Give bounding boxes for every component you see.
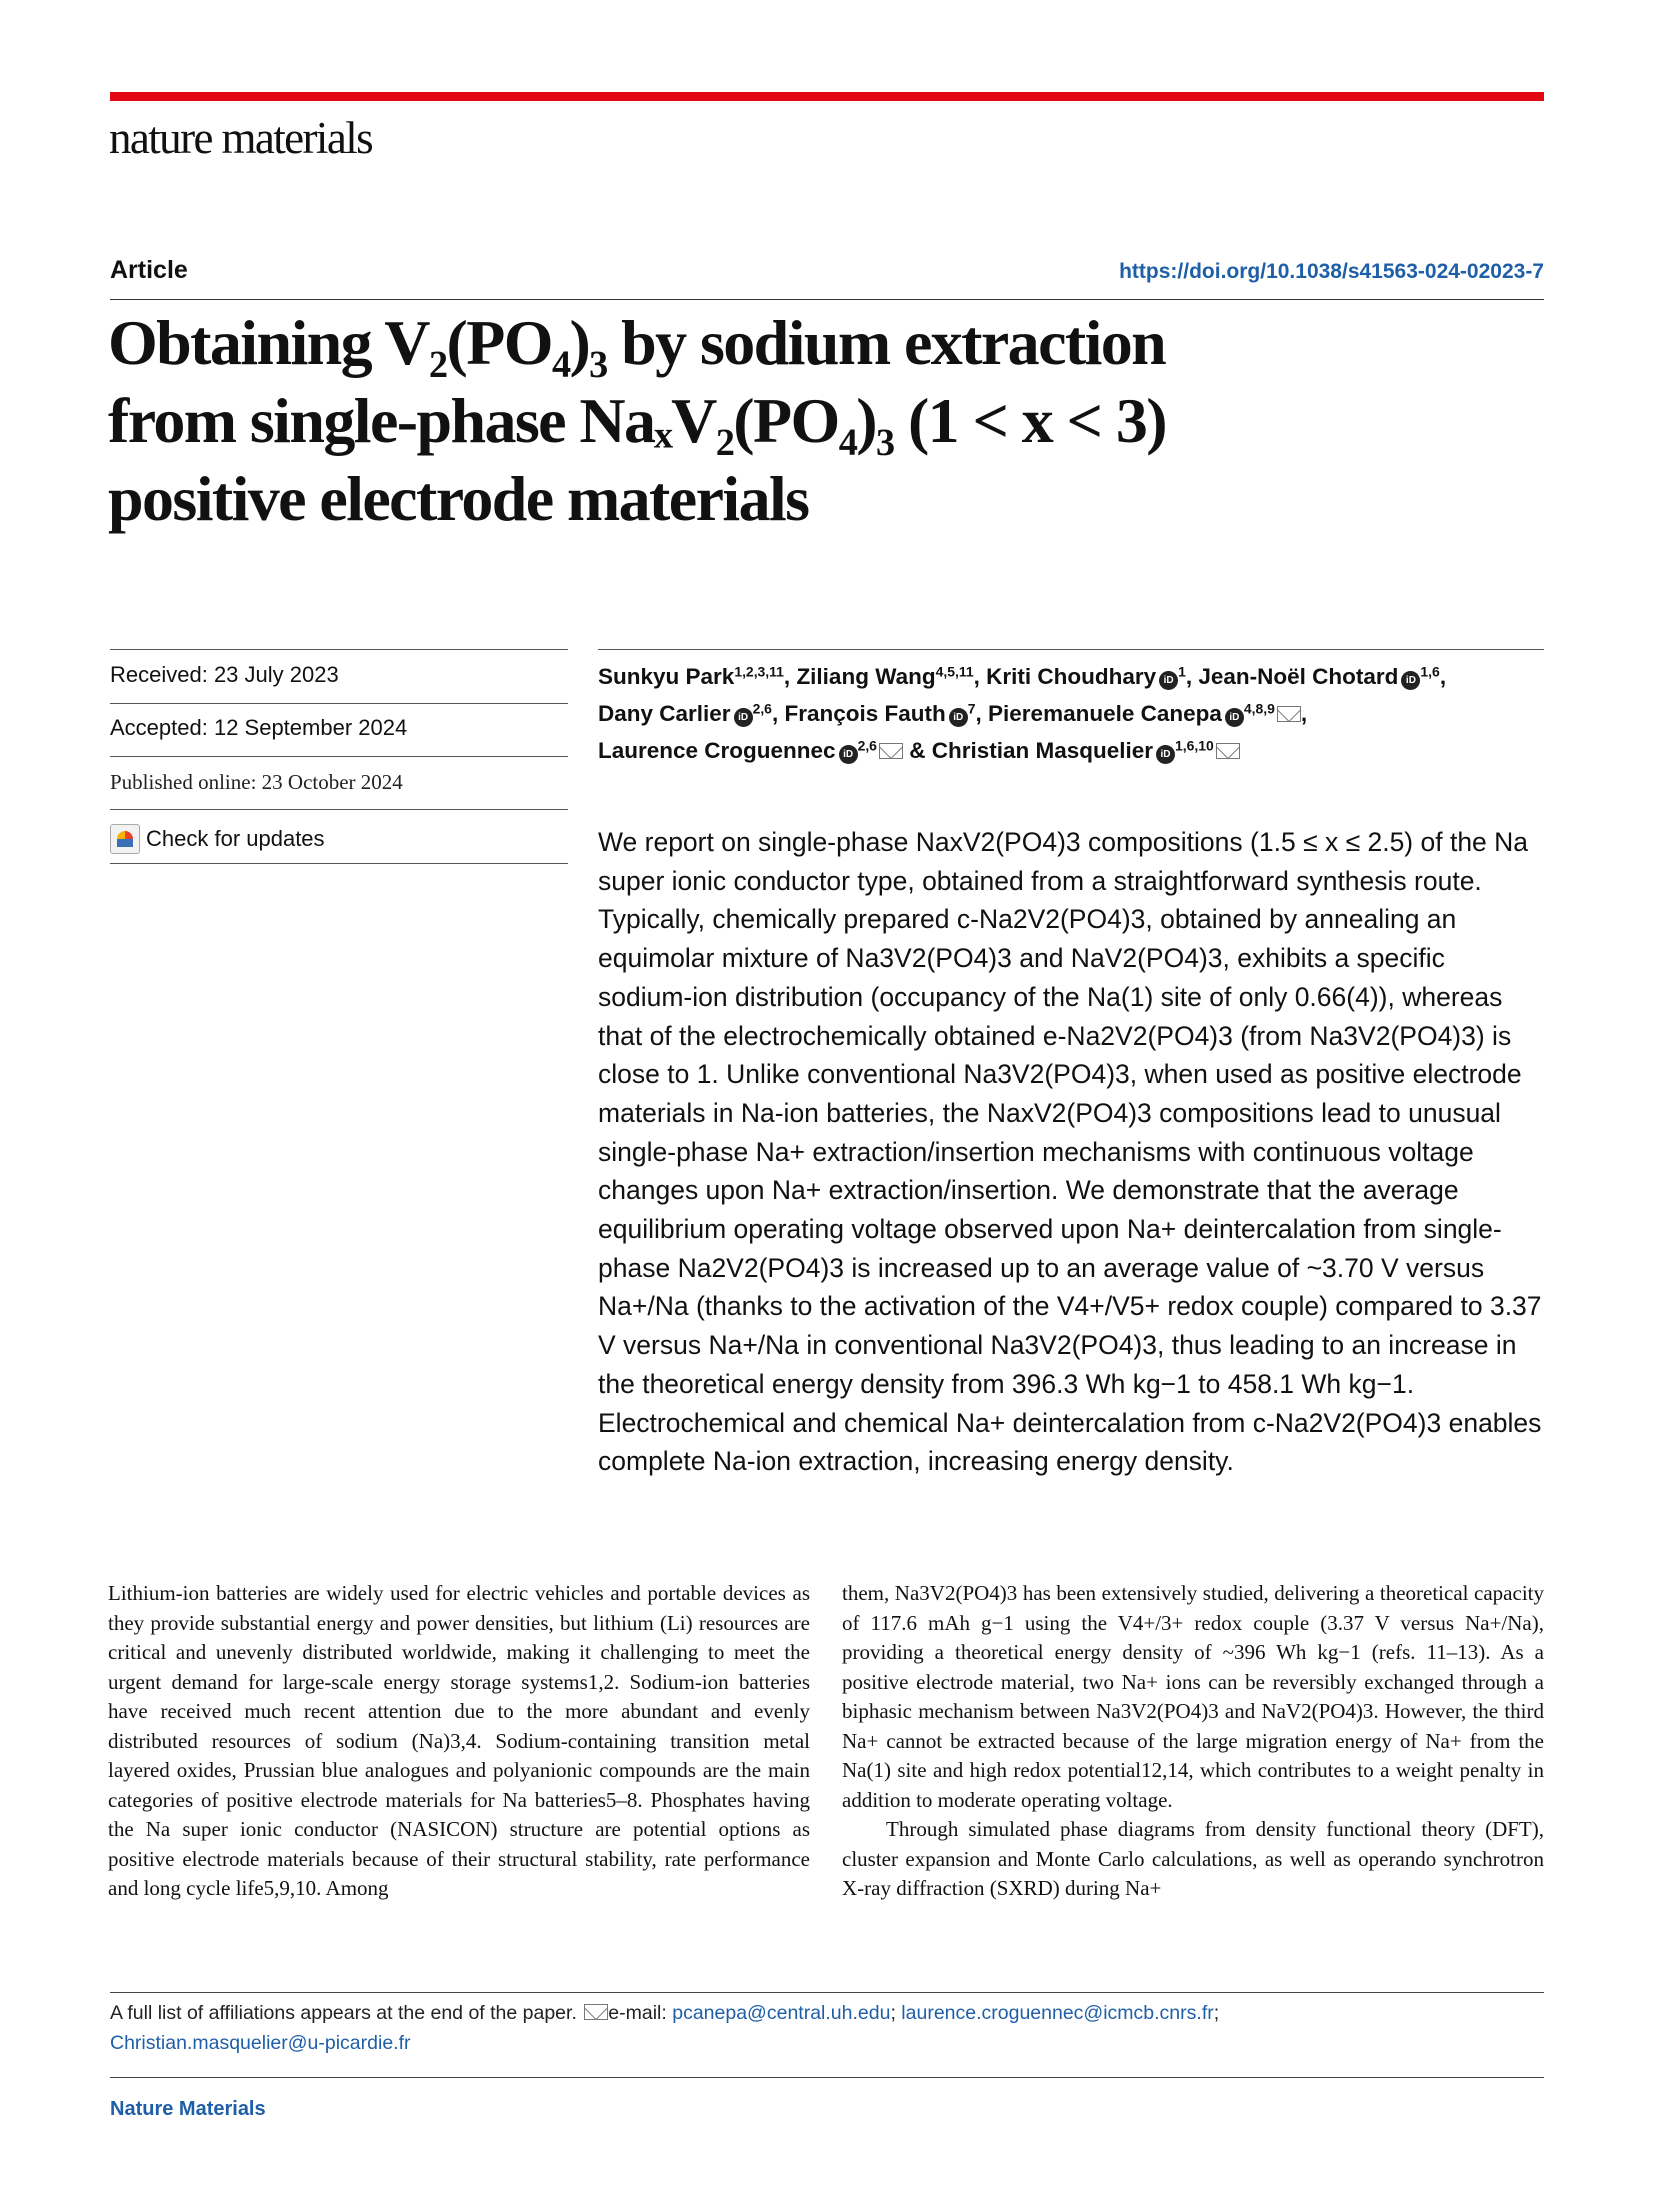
body-column-right <box>842 1579 1544 1904</box>
article-title <box>108 304 1528 538</box>
title-line-3: positive electrode materials <box>108 463 809 534</box>
author-affiliation: 1,2,3,11 <box>734 663 784 680</box>
author-name: Christian Masquelier <box>931 738 1154 763</box>
affiliation-footnote: A full list of affiliations appears at the end of the paper. e-mail: pcanepa@central.uh.edu; laurence.croguennec@icmcb.cnrs.fr; Christian.masquelier@u-picardie.fr <box>110 2002 1220 2054</box>
author-affiliation: 2,6 <box>857 737 877 754</box>
email-label: e-mail: <box>608 2002 667 2024</box>
author-affiliation: 4,5,11 <box>935 663 974 680</box>
divider <box>110 863 568 864</box>
author-name: Pieremanuele Canepa <box>988 701 1222 726</box>
email-link[interactable]: laurence.croguennec@icmcb.cnrs.fr <box>901 2002 1214 2024</box>
author-affiliation: 2,6 <box>752 700 772 717</box>
author-affiliation: 1,6 <box>1420 663 1440 680</box>
orcid-icon[interactable]: iD <box>949 708 968 727</box>
author-affiliation: 7 <box>967 700 976 717</box>
divider <box>110 2077 1544 2078</box>
orcid-icon[interactable]: iD <box>1401 671 1420 690</box>
author-name: Ziliang Wang <box>796 664 936 689</box>
check-updates-label: Check for updates <box>146 826 325 851</box>
author-affiliation: 1 <box>1178 663 1186 680</box>
published-date: Published online: 23 October 2024 <box>110 770 403 794</box>
check-updates-icon <box>110 824 140 854</box>
orcid-icon[interactable]: iD <box>734 708 753 727</box>
divider <box>110 703 568 704</box>
footnote-text: A full list of affiliations appears at the end of the paper. <box>110 2002 577 2024</box>
divider <box>110 809 568 810</box>
email-icon <box>584 2004 608 2020</box>
email-link[interactable]: pcanepa@central.uh.edu <box>672 2002 891 2024</box>
title-line-2: from single-phase NaₓV₂(PO₄)₃ (1 < x < 3) <box>108 385 1166 456</box>
author-list: Sunkyu Park$^{1,2,3,11}$, Ziliang Wang$^{4,5,11}$, Kriti Choudhary $iD^1$, Jean-Noël Chotard iD$^{1,6}$, Dany Carlier iD$^{2,6}$, François Fauth $iD^7$, Pieremanuele Canepa iD$^{4,8,9}$ , Laurence Croguennec iD$^{2,6}$ & Christian Masquelier iD$^{1,6,10}$ <box>598 663 1447 763</box>
divider <box>110 756 568 757</box>
author-name: Sunkyu Park <box>598 664 735 689</box>
received-date: Received: 23 July 2023 <box>110 662 339 687</box>
author-affiliation: 4,8,9 <box>1243 700 1275 717</box>
author-name: François Fauth <box>784 701 946 726</box>
journal-brand-bar <box>110 92 1544 101</box>
body-column-left <box>108 1579 810 1904</box>
divider <box>110 299 1544 300</box>
email-icon[interactable] <box>879 743 903 759</box>
journal-logo: nature materials <box>109 113 373 163</box>
body-paragraph: them, Na3V2(PO4)3 has been extensively studied, delivering a theoretical capacity of 117.6 mAh g−1 using the V4+/3+ redox couple (3.37 V versus Na+/Na), providing a theoretical energy density of ~396 Wh kg−1 (refs. 11–13). As a positive electrode material, two Na+ ions can be reversibly exchanged through a biphasic mechanism between Na3V2(PO4)3 and NaV2(PO4)3. However, the third Na+ cannot be extracted because of the large migration energy of Na+ from the Na(1) site and high redox potential12,14, which contributes to a weight penalty in addition to moderate operating voltage. <box>842 1581 1544 1812</box>
author-affiliation: 1,6,10 <box>1175 737 1214 754</box>
divider <box>110 1992 1544 1993</box>
email-icon[interactable] <box>1216 743 1240 759</box>
abstract: We report on single-phase NaxV2(PO4)3 compositions (1.5 ≤ x ≤ 2.5) of the Na super ionic conductor type, obtained from a straightforward synthesis route. Typically, chemically prepared c-Na2V2(PO4)3, obtained by annealing an equimolar mixture of Na3V2(PO4)3 and NaV2(PO4)3, exhibits a specific sodium-ion distribution (occupancy of the Na(1) site of only 0.66(4)), whereas that of the electrochemically obtained e-Na2V2(PO4)3 (from Na3V2(PO4)3) is close to 1. Unlike conventional Na3V2(PO4)3, when used as positive electrode materials in Na-ion batteries, the NaxV2(PO4)3 compositions lead to unusual single-phase Na+ extraction/insertion mechanisms with continuous voltage changes upon Na+ extraction/insertion. We demonstrate that the average equilibrium operating voltage observed upon Na+ deintercalation from single-phase Na2V2(PO4)3 is increased up to an average value of ~3.70 V versus Na+/Na (thanks to the activation of the V4+/V5+ redox couple) compared to 3.37 V versus Na+/Na in conventional Na3V2(PO4)3, thus leading to an increase in the theoretical energy density from 396.3 Wh kg−1 to 458.1 Wh kg−1. Electrochemical and chemical Na+ deintercalation from c-Na2V2(PO4)3 enables complete Na-ion extraction, increasing energy density. <box>598 827 1542 1477</box>
email-link[interactable]: Christian.masquelier@u-picardie.fr <box>110 2032 411 2054</box>
author-name: Kriti Choudhary <box>986 664 1157 689</box>
author-name: Laurence Croguennec <box>598 738 836 763</box>
article-type: Article <box>110 256 188 284</box>
footer-journal-name: Nature Materials <box>110 2098 266 2120</box>
check-for-updates-button[interactable] <box>110 824 325 854</box>
email-icon[interactable] <box>1277 706 1301 722</box>
body-paragraph: Through simulated phase diagrams from density functional theory (DFT), cluster expansion and Monte Carlo calculations, as well as operando synchrotron X-ray diffraction (SXRD) during Na+ <box>842 1817 1544 1900</box>
accepted-date: Accepted: 12 September 2024 <box>110 715 408 740</box>
author-name: Jean-Noël Chotard <box>1198 664 1399 689</box>
author-name: Dany Carlier <box>598 701 731 726</box>
divider <box>598 649 1544 650</box>
divider <box>110 649 568 650</box>
orcid-icon[interactable]: iD <box>1156 745 1175 764</box>
orcid-icon[interactable]: iD <box>1159 671 1178 690</box>
doi-link[interactable]: https://doi.org/10.1038/s41563-024-02023-7 <box>1119 260 1544 283</box>
orcid-icon[interactable]: iD <box>839 745 858 764</box>
body-paragraph: Lithium-ion batteries are widely used for electric vehicles and portable devices as they provide substantial energy and power densities, but lithium (Li) resources are critical and unevenly distributed worldwide, making it challenging to meet the urgent demand for large-scale energy storage systems1,2. Sodium-ion batteries have received much recent attention due to the more abundant and evenly distributed resources of sodium (Na)3,4. Sodium-containing transition metal layered oxides, Prussian blue analogues and polyanionic compounds are the main categories of positive electrode materials for Na batteries5–8. Phosphates having the Na super ionic conductor (NASICON) structure are potential options as positive electrode materials because of their structural stability, rate performance and long cycle life5,9,10. Among <box>108 1581 810 1900</box>
orcid-icon[interactable]: iD <box>1225 708 1244 727</box>
title-line-1: Obtaining V₂(PO₄)₃ by sodium extraction <box>108 307 1166 378</box>
